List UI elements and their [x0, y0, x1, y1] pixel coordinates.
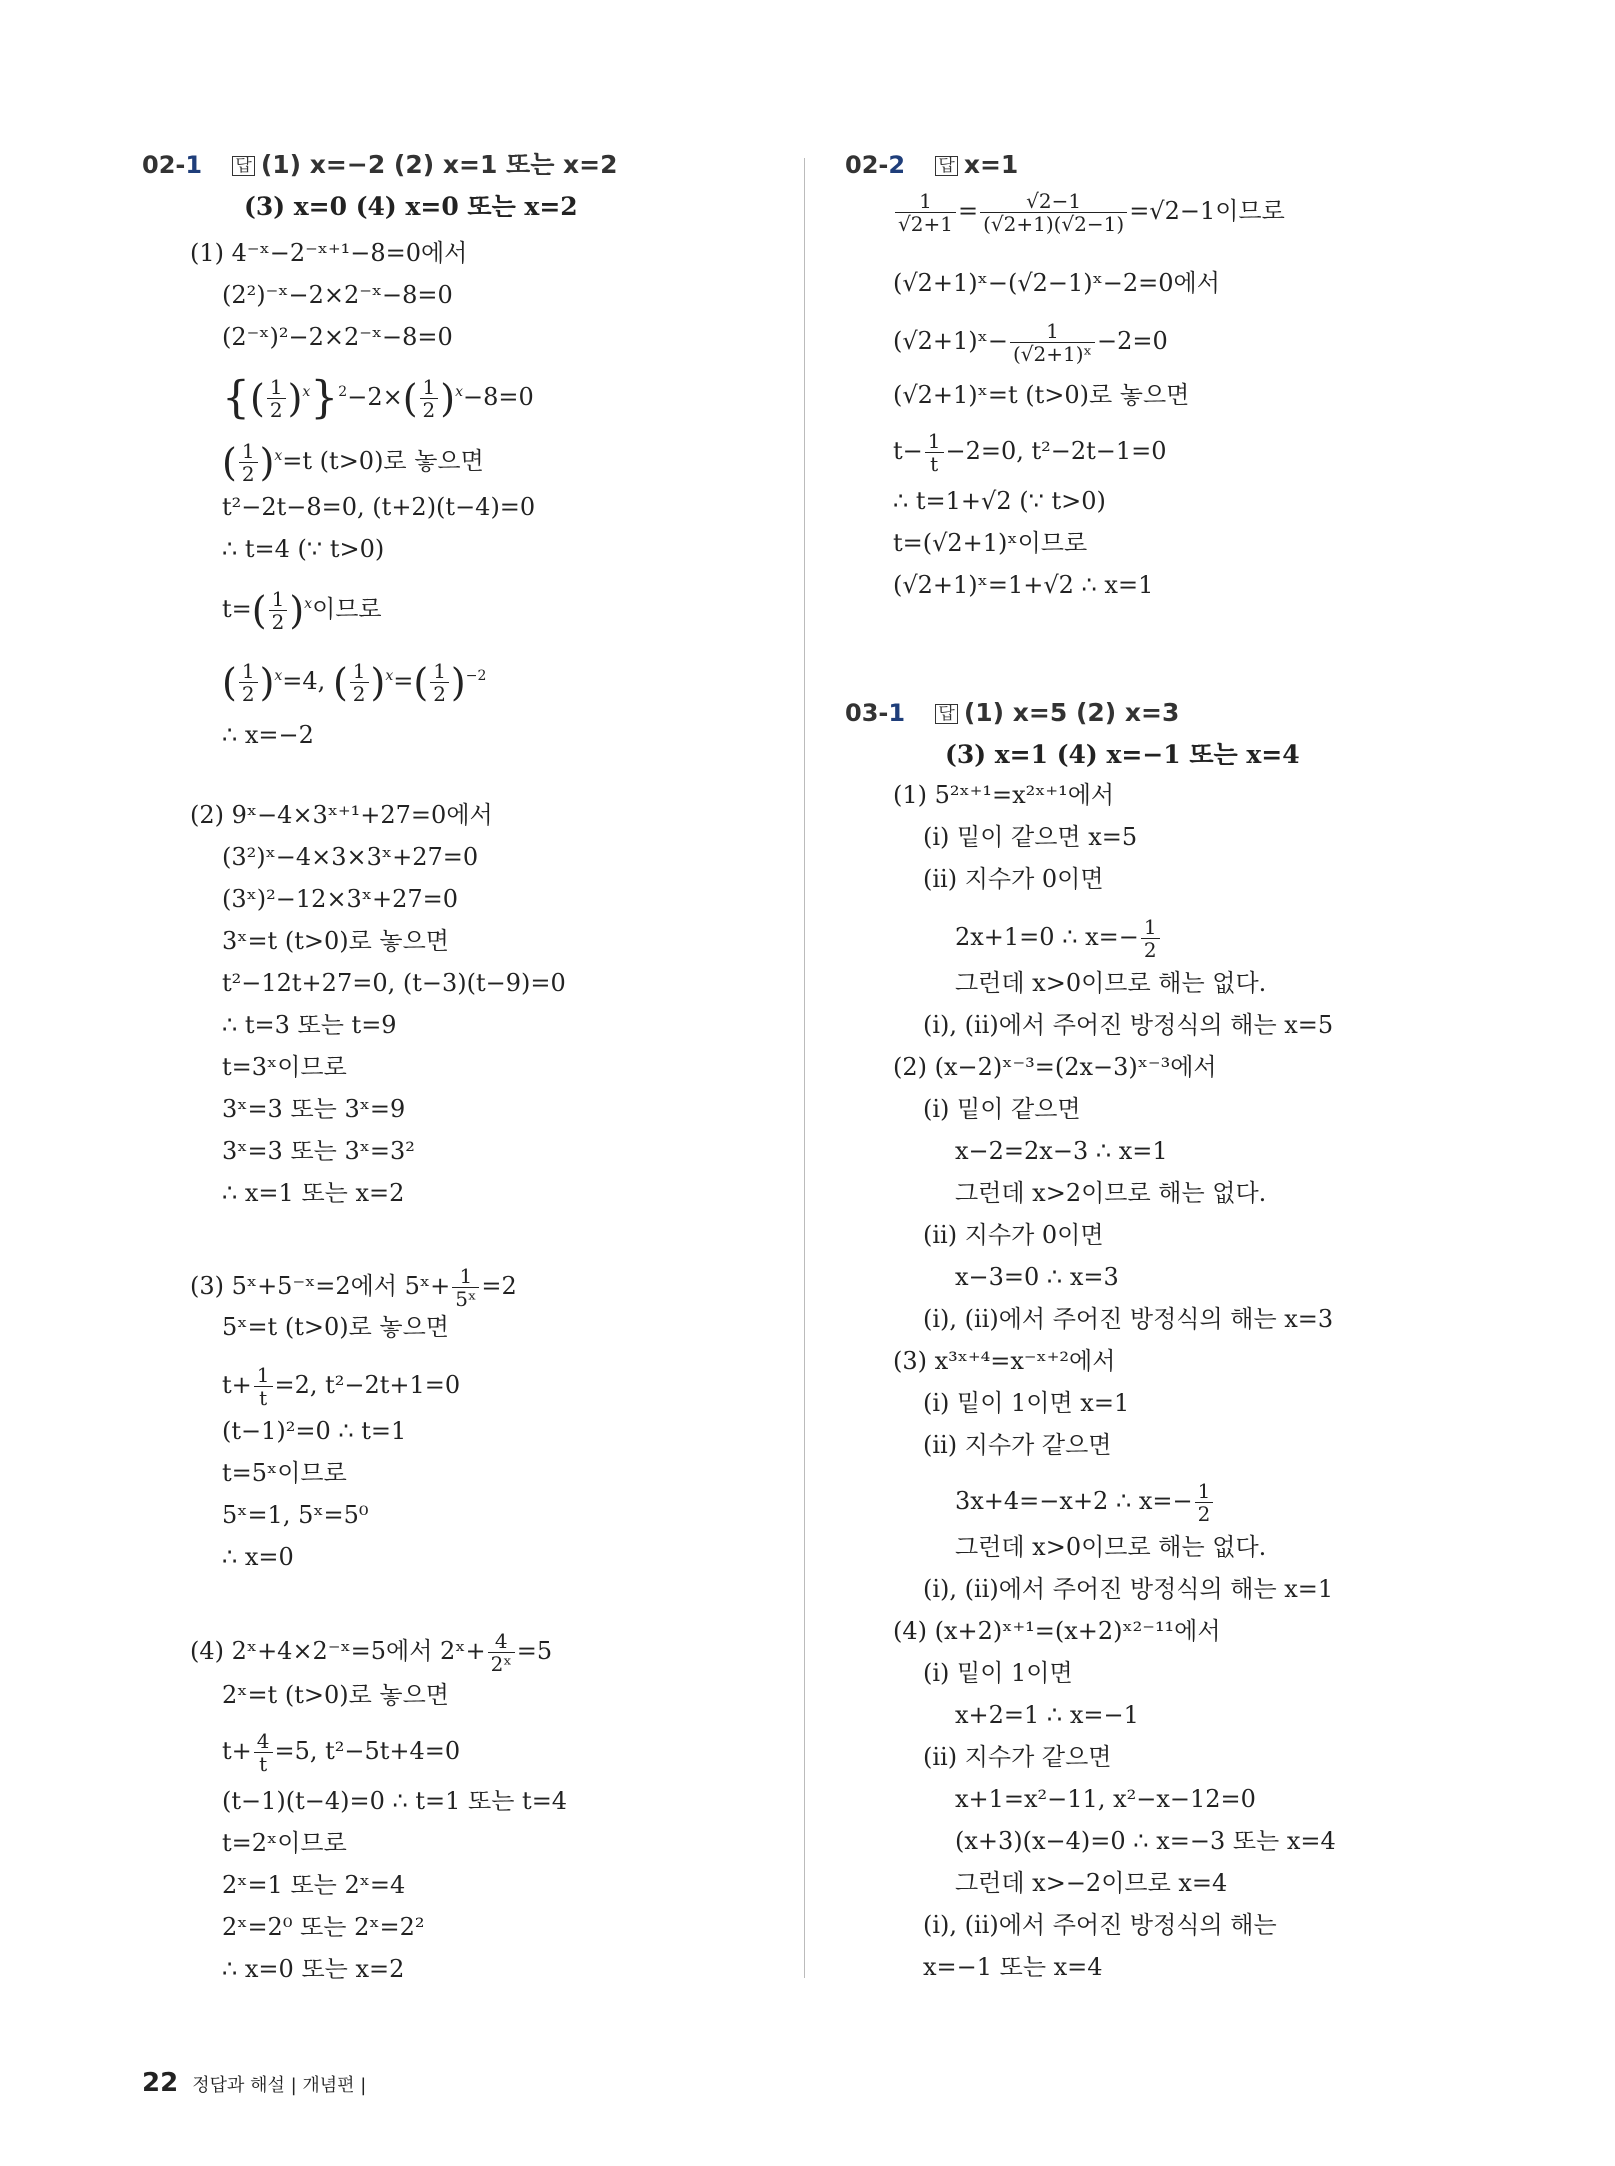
- solution-line: 그런데 x>0이므로 해는 없다.: [955, 969, 1267, 997]
- numerator: 1: [420, 376, 439, 399]
- denominator: 2: [1143, 938, 1157, 962]
- solution-line: t=(√2+1)ˣ이므로: [893, 529, 1088, 557]
- solution-line: (3ˣ)²−12×3ˣ+27=0: [222, 885, 459, 913]
- text: =5, t²−5t+4=0: [274, 1737, 461, 1765]
- answer-line-1: (1) x=5 (2) x=3: [963, 698, 1180, 727]
- numerator: 1: [269, 588, 288, 611]
- solution-line: (1) 5²ˣ⁺¹=x²ˣ⁺¹에서: [893, 781, 1115, 809]
- solution-line: [190, 1630, 552, 1675]
- solution-line: x−3=0 ∴ x=3: [955, 1263, 1119, 1291]
- text: =t (t>0)로 놓으면: [282, 447, 484, 475]
- answer-line-1: (1) x=−2 (2) x=1 또는 x=2: [260, 150, 618, 179]
- numerator: 1: [239, 440, 258, 463]
- denominator: 2: [433, 682, 446, 706]
- numerator: 1: [239, 660, 258, 683]
- fraction: [1010, 320, 1095, 365]
- solution-line: t=3ˣ이므로: [222, 1053, 347, 1081]
- solution-line: t²−12t+27=0, (t−3)(t−9)=0: [222, 969, 566, 997]
- fraction: [925, 430, 944, 475]
- text: (3) 5ˣ+5⁻ˣ=2에서 5ˣ+: [190, 1272, 451, 1300]
- solution-line: ∴ x=0 또는 x=2: [222, 1955, 405, 1983]
- denominator: 2: [241, 682, 255, 706]
- solution-line: 2ˣ=2⁰ 또는 2ˣ=2²: [222, 1913, 425, 1941]
- solution-line: (3²)ˣ−4×3×3ˣ+27=0: [222, 843, 479, 871]
- numerator: 1: [350, 660, 369, 683]
- solution-line: 3ˣ=t (t>0)로 놓으면: [222, 927, 449, 955]
- denominator: t: [930, 452, 939, 476]
- solution-line: x+2=1 ∴ x=−1: [955, 1701, 1139, 1729]
- numerator: 1: [452, 1265, 479, 1288]
- fraction: [1141, 916, 1160, 961]
- fraction: [895, 190, 956, 235]
- solution-line: t=( $\frac{1}{2}$ )$^x$이므로: [222, 587, 382, 634]
- solution-line: 2ˣ=t (t>0)로 놓으면: [222, 1681, 449, 1709]
- solution-line: (t−1)²=0 ∴ t=1: [222, 1417, 407, 1445]
- text: =√2−1이므로: [1129, 197, 1285, 225]
- page-footer: [142, 2068, 366, 2098]
- column-divider: [804, 158, 805, 1978]
- denominator: 2: [241, 462, 255, 486]
- solution-line: 그런데 x>2이므로 해는 없다.: [955, 1179, 1267, 1207]
- solution-line: 그런데 x>−2이므로 x=4: [955, 1869, 1228, 1897]
- solution-line: ∴ t=4 (∵ t>0): [222, 535, 385, 563]
- solution-line: ∴ t=3 또는 t=9: [222, 1011, 397, 1039]
- answer-tag: 답: [232, 156, 254, 176]
- denominator: (√2+1)(√2−1): [983, 212, 1125, 236]
- solution-line: x=−1 또는 x=4: [923, 1953, 1103, 1981]
- numerator: 1: [430, 660, 449, 683]
- solution-line: [222, 1730, 460, 1775]
- solution-line: (ⅰ), (ⅱ)에서 주어진 방정식의 해는 x=5: [923, 1011, 1334, 1039]
- solution-line: (2⁻ˣ)²−2×2⁻ˣ−8=0: [222, 323, 453, 351]
- fraction: [269, 588, 288, 633]
- text: t+: [222, 1371, 252, 1399]
- text: t−: [893, 437, 923, 465]
- fraction: [350, 660, 369, 705]
- solution-line: t=5ˣ이므로: [222, 1459, 347, 1487]
- solution-line: (ⅱ) 지수가 0이면: [923, 865, 1104, 893]
- fraction: [254, 1730, 273, 1775]
- solution-line: 5ˣ=t (t>0)로 놓으면: [222, 1313, 449, 1341]
- text: −2=0, t²−2t−1=0: [945, 437, 1167, 465]
- fraction: [420, 376, 439, 421]
- solution-line: ∴ x=−2: [222, 721, 314, 749]
- denominator: t: [259, 1752, 268, 1776]
- solution-line: (ⅰ) 밑이 같으면: [923, 1095, 1081, 1123]
- solution-line: (2) 9ˣ−4×3ˣ⁺¹+27=0에서: [190, 801, 493, 829]
- solution-line: 3ˣ=3 또는 3ˣ=3²: [222, 1137, 415, 1165]
- text: t=: [222, 595, 252, 623]
- solution-line: (ⅱ) 지수가 같으면: [923, 1743, 1112, 1771]
- fraction: [1195, 1480, 1214, 1525]
- page-number: 22: [142, 2068, 179, 2098]
- text: 2x+1=0 ∴ x=−: [955, 923, 1139, 951]
- answer-tag: 답: [935, 704, 957, 724]
- numerator: 1: [254, 1364, 273, 1387]
- fraction: [239, 440, 258, 485]
- solution-line: $\frac{1}{√2+1}$ = $\frac{√2-1}{(√2+1)(√2-1)}$ =√2−1이므로: [893, 190, 1285, 235]
- footer-text: 정답과 해설 | 개념편 |: [192, 2075, 367, 2096]
- denominator: 2: [1197, 1502, 1211, 1526]
- solution-line: (2) (x−2)ˣ⁻³=(2x−3)ˣ⁻³에서: [893, 1053, 1217, 1081]
- heading-number: 1: [888, 699, 906, 727]
- solution-line: (ⅱ) 지수가 같으면: [923, 1431, 1112, 1459]
- text: =2, t²−2t+1=0: [274, 1371, 461, 1399]
- heading-prefix: 03-: [845, 699, 889, 727]
- denominator: 2: [269, 398, 283, 422]
- solution-line: [893, 430, 1167, 475]
- solution-line: (x+3)(x−4)=0 ∴ x=−3 또는 x=4: [955, 1827, 1336, 1855]
- solution-line: (√2+1)ˣ−(√2−1)ˣ−2=0에서: [893, 269, 1220, 297]
- numerator: 1: [1141, 916, 1160, 939]
- text: =: [393, 667, 414, 695]
- text: 이므로: [312, 595, 382, 623]
- solution-line: (ⅰ), (ⅱ)에서 주어진 방정식의 해는: [923, 1911, 1277, 1939]
- solution-line: (√2+1)ˣ=t (t>0)로 놓으면: [893, 381, 1190, 409]
- solution-line: (ⅱ) 지수가 0이면: [923, 1221, 1104, 1249]
- solution-line: ∴ x=1 또는 x=2: [222, 1179, 405, 1207]
- heading-number: 2: [888, 151, 906, 179]
- solution-line: (ⅰ) 밑이 같으면 x=5: [923, 823, 1138, 851]
- solution-line: [955, 1480, 1215, 1525]
- solution-line: (√2+1)ˣ=1+√2 ∴ x=1: [893, 571, 1154, 599]
- solution-line: 그런데 x>0이므로 해는 없다.: [955, 1533, 1267, 1561]
- numerator: 4: [254, 1730, 273, 1753]
- fraction: [452, 1265, 479, 1310]
- solution-line: x+1=x²−11, x²−x−12=0: [955, 1785, 1256, 1813]
- denominator: (√2+1)ˣ: [1012, 342, 1092, 366]
- solution-line: 5ˣ=1, 5ˣ=5⁰: [222, 1501, 369, 1529]
- solution-line: (ⅰ), (ⅱ)에서 주어진 방정식의 해는 x=1: [923, 1575, 1334, 1603]
- fraction: [980, 190, 1127, 235]
- fraction: [254, 1364, 273, 1409]
- text: (4) 2ˣ+4×2⁻ˣ=5에서 2ˣ+: [190, 1637, 486, 1665]
- solution-line: [222, 1364, 460, 1409]
- solution-line: [955, 916, 1162, 961]
- solution-line: ( $\frac{1}{2}$ )$^x$=4, ( $\frac{1}{2}$ )$^x$=( $\frac{1}{2}$ )$^{-2}$: [222, 659, 487, 706]
- denominator: 2: [352, 682, 366, 706]
- text: =5: [516, 1637, 553, 1665]
- fraction: [239, 660, 258, 705]
- text: =2: [481, 1272, 517, 1300]
- denominator: 2: [422, 398, 436, 422]
- solution-line: (3) x³ˣ⁺⁴=x⁻ˣ⁺²에서: [893, 1347, 1116, 1375]
- text: 3x+4=−x+2 ∴ x=−: [955, 1487, 1193, 1515]
- text: −8=0: [463, 383, 534, 411]
- problem-heading-03-1: [845, 698, 1179, 728]
- text: −2×: [347, 383, 403, 411]
- solution-line: [190, 1265, 517, 1310]
- solution-line: t=2ˣ이므로: [222, 1829, 347, 1857]
- answer-line-2: (3) x=0 (4) x=0 또는 x=2: [244, 192, 578, 221]
- solution-line: (4) (x+2)ˣ⁺¹=(x+2)ˣ²⁻¹¹에서: [893, 1617, 1221, 1645]
- numerator: 1: [1010, 320, 1095, 343]
- text: t+: [222, 1737, 252, 1765]
- solution-line: (ⅰ), (ⅱ)에서 주어진 방정식의 해는 x=3: [923, 1305, 1334, 1333]
- numerator: 1: [895, 190, 956, 213]
- numerator: 1: [267, 376, 286, 399]
- heading-prefix: 02-: [142, 151, 186, 179]
- solution-line: ∴ t=1+√2 (∵ t>0): [893, 487, 1106, 515]
- answer-line: x=1: [963, 150, 1019, 179]
- answer-line-2: (3) x=1 (4) x=−1 또는 x=4: [945, 740, 1300, 769]
- solution-line: ( $\frac{1}{2}$ )$^x$=t (t>0)로 놓으면: [222, 439, 484, 486]
- fraction: [430, 660, 449, 705]
- solution-line: (2²)⁻ˣ−2×2⁻ˣ−8=0: [222, 281, 453, 309]
- text: =4,: [282, 667, 326, 695]
- solution-line: (1) 4⁻ˣ−2⁻ˣ⁺¹−8=0에서: [190, 239, 468, 267]
- heading-prefix: 02-: [845, 151, 889, 179]
- fraction: [488, 1630, 515, 1675]
- solution-line: (t−1)(t−4)=0 ∴ t=1 또는 t=4: [222, 1787, 568, 1815]
- solution-line: x−2=2x−3 ∴ x=1: [955, 1137, 1168, 1165]
- numerator: 1: [1195, 1480, 1214, 1503]
- solution-line: [893, 320, 1168, 365]
- solution-line: t²−2t−8=0, (t+2)(t−4)=0: [222, 493, 536, 521]
- denominator: 2ˣ: [490, 1652, 512, 1676]
- denominator: √2+1: [898, 212, 953, 236]
- answer-tag: 답: [935, 156, 957, 176]
- fraction: [267, 376, 286, 421]
- heading-number: 1: [185, 151, 203, 179]
- numerator: √2−1: [980, 190, 1127, 213]
- denominator: 2: [271, 610, 285, 634]
- text: −2=0: [1097, 327, 1168, 355]
- solution-line: (ⅰ) 밑이 1이면: [923, 1659, 1073, 1687]
- problem-heading-02-2: [845, 150, 1018, 180]
- solution-line: 2ˣ=1 또는 2ˣ=4: [222, 1871, 406, 1899]
- text: (√2+1)ˣ−: [893, 327, 1008, 355]
- problem-heading-02-1: [142, 150, 618, 180]
- numerator: 4: [488, 1630, 515, 1653]
- denominator: t: [259, 1386, 268, 1410]
- solution-line: ∴ x=0: [222, 1543, 294, 1571]
- solution-line-brace: {( $\frac{1}{2}$ )$^x$}$^2$−2×( $\frac{1}{2}$ )$^x$−8=0: [222, 372, 534, 424]
- numerator: 1: [925, 430, 944, 453]
- solution-line: (ⅰ) 밑이 1이면 x=1: [923, 1389, 1130, 1417]
- solution-line: 3ˣ=3 또는 3ˣ=9: [222, 1095, 406, 1123]
- denominator: 5ˣ: [455, 1287, 477, 1311]
